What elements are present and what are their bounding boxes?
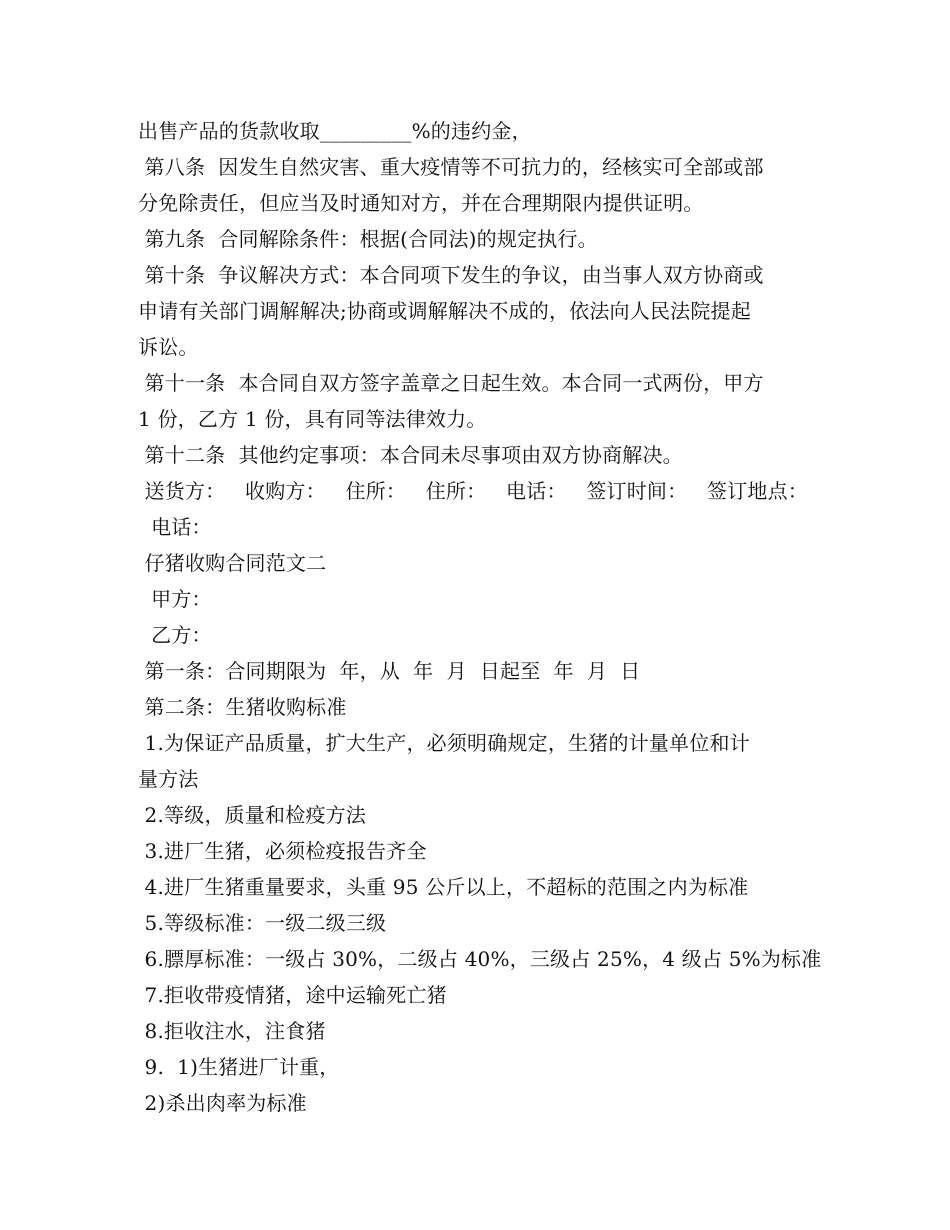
text-line-22: 4.进厂生猪重量要求，头重 95 公斤以上，不超标的范围之内为标准 [138,875,749,899]
text-line-3: 分免除责任，但应当及时通知对方，并在合理期限内提供证明。 [138,191,704,215]
text-line-25: 7.拒收带疫情猪，途中运输死亡猪 [138,983,447,1007]
text-line-10: 第十二条 其他约定事项：本合同未尽事项由双方协商解决。 [138,443,683,467]
text-line-9: 1 份，乙方 1 份，具有同等法律效力。 [138,407,487,431]
text-line-23: 5.等级标准：一级二级三级 [138,911,387,935]
text-line-20: 2.等级，质量和检疫方法 [138,803,367,827]
text-line-14: 甲方： [138,587,212,611]
text-line-8: 第十一条 本合同自双方签字盖章之日起生效。本合同一式两份，甲方 [138,371,764,395]
text-line-26: 8.拒收注水，注食猪 [138,1019,326,1043]
text-line-27: 9. 1)生猪进厂计重， [138,1055,340,1079]
text-line-19: 量方法 [138,767,199,791]
text-line-1: 出售产品的货款收取_________%的违约金， [138,119,532,143]
text-line-4: 第九条 合同解除条件：根据(合同法)的规定执行。 [138,227,598,251]
text-line-7: 诉讼。 [138,335,199,359]
text-line-12: 电话： [138,515,212,539]
text-line-24: 6.膘厚标准：一级占 30%，二级占 40%，三级占 25%，4 级占 5%为标准 [138,947,822,971]
text-line-6: 申请有关部门调解解决;协商或调解解决不成的，依法向人民法院提起 [138,299,751,323]
text-line-2: 第八条 因发生自然灾害、重大疫情等不可抗力的，经核实可全部或部 [138,155,764,179]
text-line-17: 第二条：生猪收购标准 [138,695,347,719]
text-line-28: 2)杀出肉率为标准 [138,1091,307,1115]
document-body [138,113,822,1121]
text-line-21: 3.进厂生猪，必须检疫报告齐全 [138,839,427,863]
text-line-18: 1.为保证产品质量，扩大生产，必须明确规定，生猪的计量单位和计 [138,731,750,755]
text-line-5: 第十条 争议解决方式：本合同项下发生的争议，由当事人双方协商或 [138,263,764,287]
text-line-13: 仔猪收购合同范文二 [138,551,327,575]
text-line-11: 送货方： 收购方： 住所： 住所： 电话： 签订时间： 签订地点： [138,479,808,503]
text-line-16: 第一条：合同期限为 年，从 年 月 日起至 年 月 日 [138,659,641,683]
text-line-15: 乙方： [138,623,212,647]
